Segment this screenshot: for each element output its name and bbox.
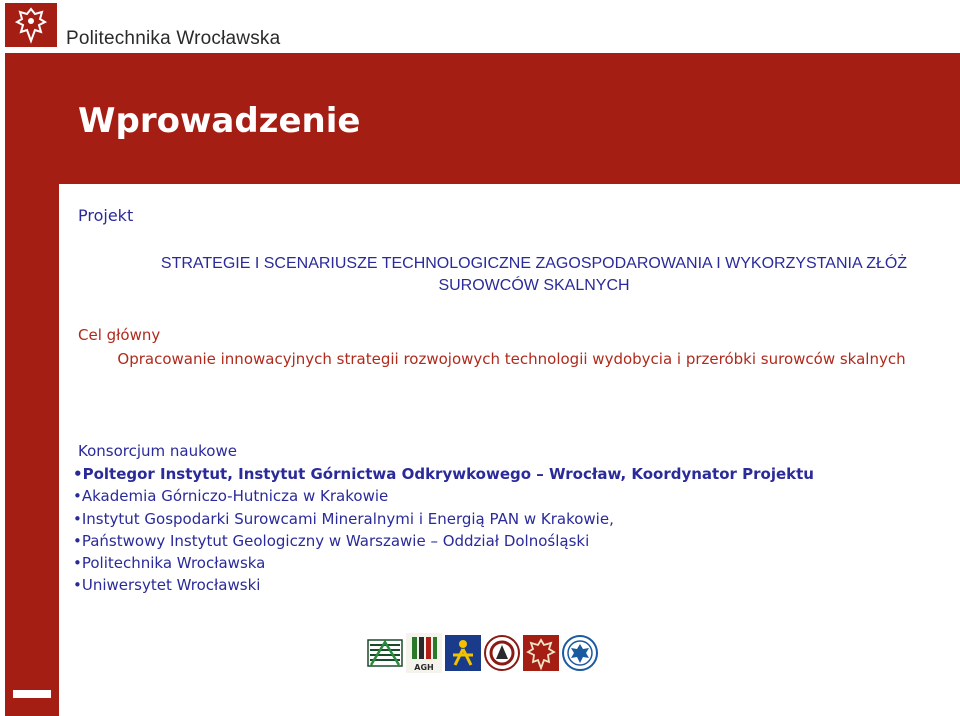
pig-logo-icon — [484, 635, 520, 671]
university-name: Politechnika Wrocławska — [66, 28, 281, 49]
agh-logo-icon — [406, 635, 442, 671]
igsmie-logo-icon — [445, 635, 481, 671]
poltegor-logo-icon — [367, 635, 403, 671]
list-item: • Państwowy Instytut Geologiczny w Warszawie – Oddział Dolnośląski — [73, 530, 814, 552]
university-emblem — [5, 3, 57, 47]
consortium-list — [73, 463, 814, 597]
list-item: • Uniwersytet Wrocławski — [73, 574, 814, 596]
list-item: • Politechnika Wrocławska — [73, 552, 814, 574]
list-item: • Poltegor Instytut, Instytut Górnictwa Odkrywkowego – Wrocław, Koordynator Projektu — [73, 463, 814, 485]
projekt-label: Projekt — [78, 206, 134, 225]
konsorcjum-label: Konsorcjum naukowe — [78, 442, 237, 460]
eagle-icon — [14, 6, 48, 44]
left-accent-bar — [5, 53, 59, 716]
pwr-logo-icon — [523, 635, 559, 671]
list-item: • Instytut Gospodarki Surowcami Mineralnymi i Energią PAN w Krakowie, — [73, 508, 814, 530]
partner-logos — [367, 635, 598, 671]
cel-label: Cel główny — [78, 326, 161, 344]
agh-text: AGH — [414, 663, 434, 672]
projekt-name: STRATEGIE I SCENARIUSZE TECHNOLOGICZNE ZAGOSPODAROWANIA I WYKORZYSTANIA ZŁÓŻ SUROWCÓW SKALNYCH — [160, 255, 908, 294]
slide-title: Wprowadzenie — [78, 101, 361, 141]
bar-marker — [13, 690, 51, 698]
cel-text: Opracowanie innowacyjnych strategii rozwojowych technologii wydobycia i przeróbki surowców skalnych — [117, 350, 906, 368]
uwr-logo-icon — [562, 635, 598, 671]
list-item: • Akademia Górniczo-Hutnicza w Krakowie — [73, 485, 814, 507]
